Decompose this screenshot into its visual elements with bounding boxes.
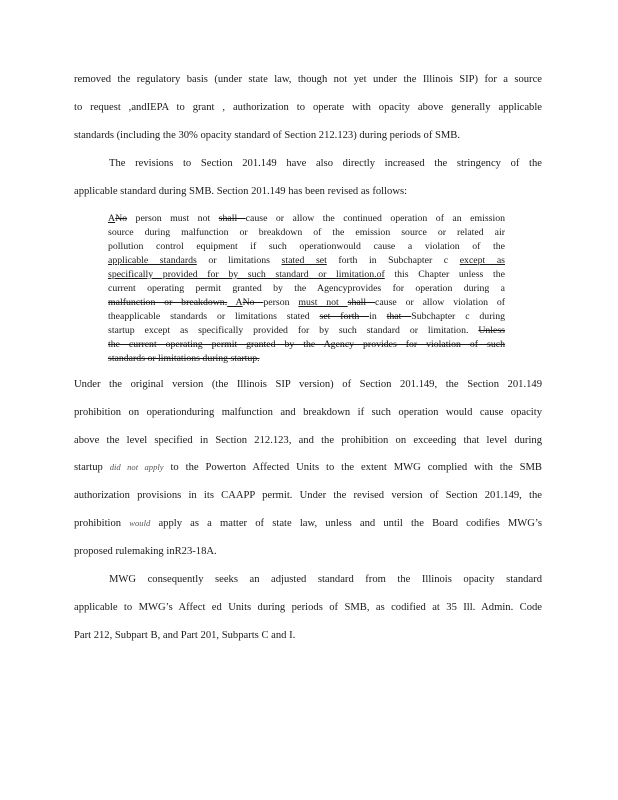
- italic-text: would: [129, 518, 151, 528]
- redline-quote-line: source during malfunction or breakdown of the emission source or related air: [108, 227, 505, 238]
- quote-text: person: [263, 297, 299, 308]
- inserted-text: must not: [298, 297, 348, 308]
- deleted-text: set forth: [319, 311, 370, 322]
- redline-quote-line: [108, 269, 505, 281]
- text-run: to the Powerton Affected Units to the extent MWG complied with the SMB: [163, 462, 542, 473]
- inserted-text: stated set: [281, 255, 327, 266]
- quote-text: forth in Subchapter c: [326, 255, 460, 266]
- deleted-text: No: [115, 213, 128, 224]
- quote-text: or limitations: [196, 255, 282, 266]
- body-text-line: removed the regulatory basis (under state law, though not yet under the Illinois SIP) for a source: [74, 74, 542, 85]
- deleted-text: Unless: [478, 325, 505, 336]
- body-text-line: [74, 461, 542, 474]
- quote-text: cause or allow violation of: [374, 297, 506, 308]
- quote-text: person must not: [127, 213, 219, 224]
- body-text-line: applicable to MWG’s Affect ed Units during periods of SMB, as codified at 35 Ill. Admin. Code: [74, 602, 542, 613]
- quote-text: Subchapter c during: [411, 311, 505, 322]
- body-text-line: Part 212, Subpart B, and Part 201, Subparts C and I.: [74, 630, 296, 641]
- redline-quote-line: pollution control equipment if such operationwould cause a violation of the: [108, 241, 505, 252]
- text-run: apply as a matter of state law, unless and until the Board codifies MWG’s: [150, 518, 542, 529]
- body-text-line: [74, 517, 542, 530]
- inserted-text: A: [108, 213, 116, 224]
- redline-quote-line: [108, 325, 505, 337]
- inserted-text: A: [227, 297, 243, 308]
- body-text-line: prohibition on operationduring malfunction and breakdown if such operation would cause opacity: [74, 407, 542, 418]
- body-text-line: applicable standard during SMB. Section 201.149 has been revised as follows:: [74, 186, 408, 197]
- body-text-line: to request ,andIEPA to grant , authorization to operate with opacity above generally applicable: [74, 102, 542, 113]
- body-text-line: MWG consequently seeks an adjusted standard from the Illinois opacity standard: [109, 574, 542, 585]
- body-text-line: above the level specified in Section 212.123, and the prohibition on exceeding that level during: [74, 435, 542, 446]
- quote-text: in: [369, 311, 387, 322]
- quote-text: cause or allow the continued operation of an emission: [245, 213, 505, 224]
- redline-quote-line: [108, 311, 505, 323]
- text-run: startup: [74, 462, 110, 473]
- redline-quote-line: [108, 255, 505, 267]
- deleted-text: shall: [218, 213, 246, 224]
- inserted-text: specifically provided for by such standard or limitation.of: [108, 269, 385, 280]
- body-text-line: proposed rulemaking inR23-18A.: [74, 546, 217, 557]
- body-text-line: The revisions to Section 201.149 have also directly increased the stringency of the: [109, 158, 542, 169]
- body-text-line: Under the original version (the Illinois SIP version) of Section 201.149, the Section 201.149: [74, 379, 542, 390]
- inserted-text: applicable standards: [108, 255, 197, 266]
- body-text-line: standards (including the 30% opacity standard of Section 212.123) during periods of SMB.: [74, 130, 461, 141]
- redline-quote-line: current operating permit granted by the Agencyprovides for operation during a: [108, 283, 505, 294]
- quote-text: this Chapter unless the: [384, 269, 505, 280]
- deleted-text: No: [242, 297, 264, 308]
- redline-quote-line: standards or limitations during startup.: [108, 353, 260, 364]
- redline-quote-line: the current operating permit granted by the Agency provides for violation of such: [108, 339, 505, 350]
- redline-quote-line: [108, 213, 505, 225]
- italic-text: did not apply: [109, 462, 164, 472]
- deleted-text: shall: [347, 297, 375, 308]
- deleted-text: malfunction or breakdown.: [108, 297, 228, 308]
- inserted-text: except as: [459, 255, 505, 266]
- quote-text: startup except as specifically provided for by such standard or limitation.: [108, 325, 479, 336]
- quote-text: theapplicable standards or limitations stated: [108, 311, 320, 322]
- redline-quote-line: [108, 297, 505, 309]
- body-text-line: authorization provisions in its CAAPP permit. Under the revised version of Section 201.149, the: [74, 490, 542, 501]
- deleted-text: that: [386, 311, 412, 322]
- text-run: prohibition: [74, 518, 130, 529]
